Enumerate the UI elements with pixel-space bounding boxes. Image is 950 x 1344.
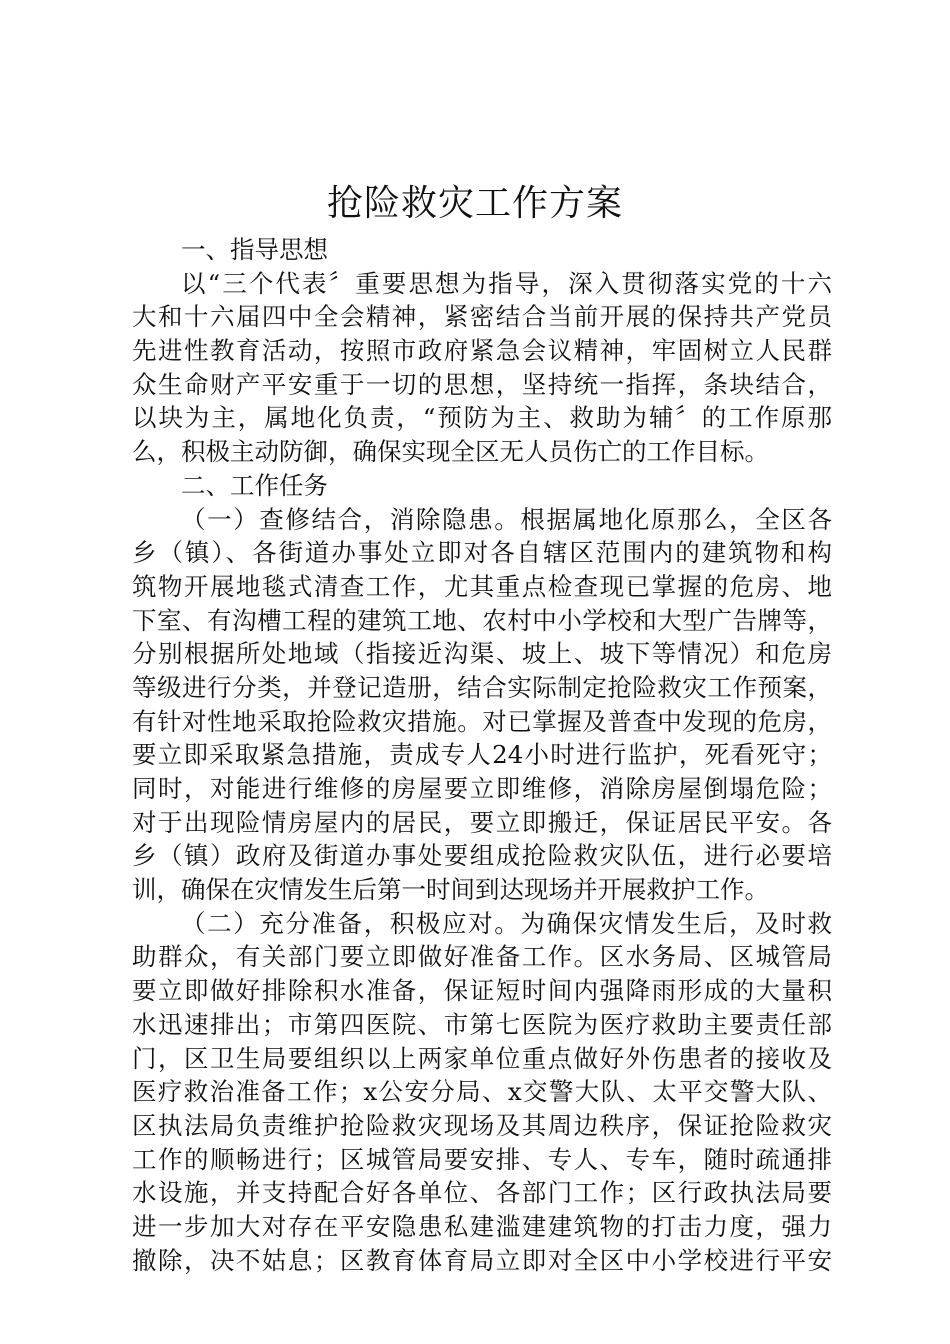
body-line: 以块为主，属地化负责，“预防为主、救助为辅〞的工作原那: [132, 403, 832, 433]
body-line: 么，积极主动防御，确保实现全区无人员伤亡的工作目标。: [132, 437, 769, 467]
body-line: 区执法局负责维护抢险救灾现场及其周边秩序，保证抢险救灾: [132, 1110, 832, 1140]
body-line: 撤除，决不姑息；区教育体育局立即对全区中小学校进行平安: [132, 1245, 832, 1275]
body-line: 二、工作任务: [181, 470, 328, 500]
document-body: [132, 233, 832, 1277]
body-line: 进一步加大对存在平安隐患私建滥建建筑物的打击力度，强力: [132, 1211, 832, 1241]
body-line: 门，区卫生局要组织以上两家单位重点做好外伤患者的接收及: [132, 1043, 832, 1073]
body-line: 大和十六届四中全会精神，紧密结合当前开展的保持共产党员: [132, 302, 832, 332]
body-line: 工作的顺畅进行；区城管局要安排、专人、专车，随时疏通排: [132, 1144, 832, 1174]
body-line: 一、指导思想: [181, 235, 328, 264]
document-title: 抢险救灾工作方案: [326, 183, 623, 224]
body-line: 医疗救治准备工作；x公安分局、x交警大队、太平交警大队、: [132, 1077, 832, 1107]
body-line: 先进性教育活动，按照市政府紧急会议精神，牢固树立人民群: [132, 336, 832, 366]
body-line: 训，确保在灾情发生后第一时间到达现场并开展救护工作。: [132, 875, 769, 905]
body-line: 水设施，并支持配合好各单位、各部门工作；区行政执法局要: [132, 1178, 832, 1208]
body-line: 助群众，有关部门要立即做好准备工作。区水务局、区城管局: [132, 942, 832, 972]
body-line: 同时，对能进行维修的房屋要立即维修，消除房屋倒塌危险；: [132, 774, 832, 803]
body-line: （二）充分准备，积极应对。为确保灾情发生后，及时救: [181, 908, 832, 938]
body-line: 有针对性地采取抢险救灾措施。对已掌握及普查中发现的危房，: [132, 706, 832, 736]
body-line: 分别根据所处地域（指接近沟渠、坡上、坡下等情况）和危房: [132, 639, 832, 669]
body-line: 等级进行分类，并登记造册，结合实际制定抢险救灾工作预案，: [132, 672, 832, 702]
body-line: 众生命财产平安重于一切的思想，坚持统一指挥，条块结合，: [132, 369, 832, 399]
body-line: 乡（镇）政府及街道办事处要组成抢险救灾队伍，进行必要培: [132, 841, 832, 871]
body-line: 要立即做好排除积水准备，保证短时间内强降雨形成的大量积: [132, 976, 832, 1006]
body-line: 水迅速排出；市第四医院、市第七医院为医疗救助主要责任部: [132, 1009, 832, 1039]
body-line: 下室、有沟槽工程的建筑工地、农村中小学校和大型广告牌等，: [132, 605, 832, 635]
body-line: （一）查修结合，消除隐患。根据属地化原那么，全区各: [181, 504, 832, 534]
body-line: 要立即采取紧急措施，责成专人24小时进行监护，死看死守；: [132, 740, 832, 770]
body-line: 乡（镇）、各街道办事处立即对各自辖区范围内的建筑物和构: [132, 538, 832, 568]
body-line: 筑物开展地毯式清查工作，尤其重点检查现已掌握的危房、地: [132, 571, 832, 601]
body-line: 以“三个代表〞重要思想为指导，深入贯彻落实党的十六: [181, 268, 832, 298]
body-line: 对于出现险情房屋内的居民，要立即搬迁，保证居民平安。各: [132, 807, 832, 837]
